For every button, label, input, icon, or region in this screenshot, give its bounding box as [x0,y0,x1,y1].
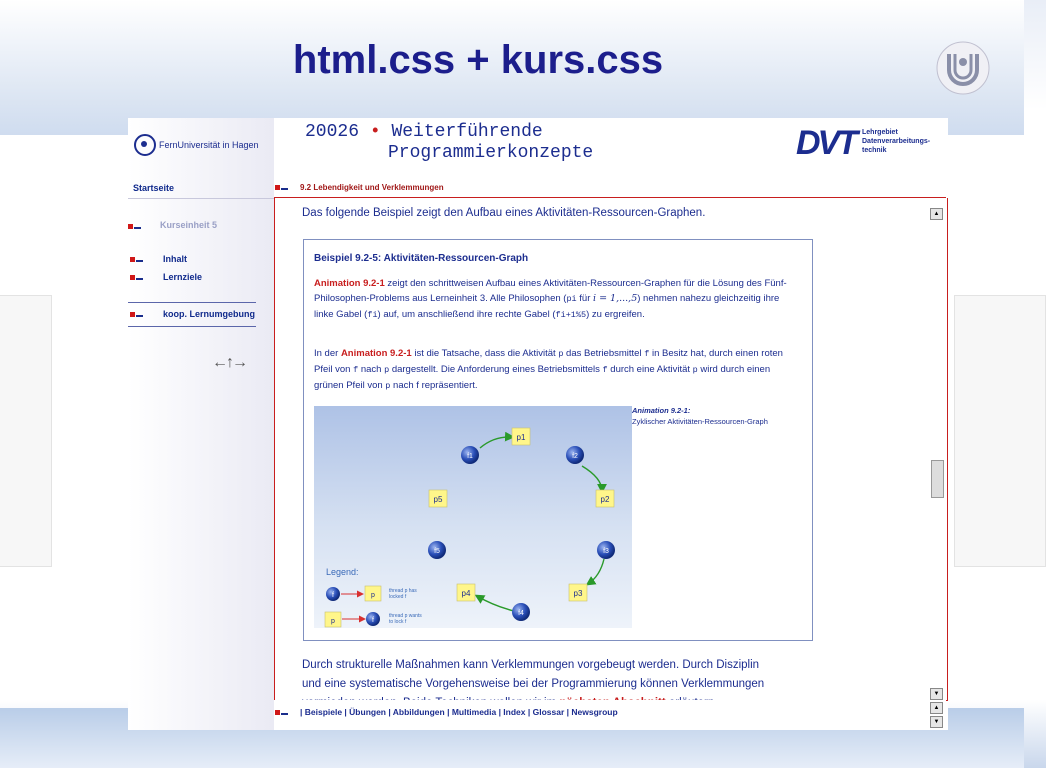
node-label: p1 [516,433,526,442]
node-label: f2 [572,453,578,460]
slide-decoration-right [954,295,1046,567]
code: fi+1%5 [555,310,587,320]
code: p [384,365,390,375]
browser-frame [128,118,948,730]
math: i = 1,...,5 [593,293,638,304]
edge-f1-p1 [480,437,512,448]
fernuni-logo[interactable] [134,134,259,156]
dvt-logo: DVT [796,124,855,162]
sidebar-item-start[interactable]: Startseite [133,183,175,193]
legend-label: f [372,617,374,624]
divider [128,326,256,327]
scroll-up-button[interactable]: ▲ [930,208,943,220]
bullet-icon [130,275,143,280]
fernuni-logo-label: FernUniversität in Hagen [159,140,259,150]
navigation-arrows-icon[interactable]: ←↑→ [212,354,246,371]
divider [128,198,274,199]
animation-panel[interactable] [314,406,632,628]
code: p [385,381,391,391]
sidebar [128,118,274,730]
legend-text: thread p has [389,588,417,594]
animation-caption: Zyklischer Aktivitäten-Ressourcen-Graph [632,417,768,426]
course-title-line2: Programmierkonzepte [388,143,594,163]
node-label: p5 [433,495,443,504]
animation-caption-title: Animation 9.2-1: [632,406,691,415]
dept-line2: Datenverarbeitungs- [862,138,931,145]
node-label: f4 [518,610,524,617]
code: f [644,349,650,359]
scrollbar-thumb[interactable] [931,460,944,498]
code: fi [367,310,378,320]
node-label: p2 [600,495,610,504]
text: durch eine Aktivität [607,364,693,375]
bullet-icon [275,185,288,190]
example-box [303,239,813,641]
node-label: p4 [461,589,471,598]
text: das Betriebsmittel [563,348,645,359]
example-title: Beispiel 9.2-5: Aktivitäten-Ressourcen-Graph [314,253,529,264]
text: nach f repräsentiert. [390,380,478,391]
scroll-down-button[interactable]: ▼ [930,716,943,728]
text: in Besitz hat, durch einen roten Pfeil von [314,348,783,375]
section-title: 9.2 Lebendigkeit und Verklemmungen [300,183,444,192]
animation-link[interactable]: Animation 9.2-1 [314,278,385,289]
bullet-icon [275,710,288,715]
intro-text: Das folgende Beispiel zeigt den Aufbau eines Aktivitäten-Ressourcen-Graphen. [302,207,706,219]
example-paragraph-1 [314,276,798,323]
animation-link[interactable]: Animation 9.2-1 [340,348,412,359]
text: zeigt den schrittweisen Aufbau eines Aktivitäten-Ressourcen-Graphen für die Lösung des Fünf-Philosophen-Problems aus Lerneinheit 3. Alle Philosophen ( [314,278,787,304]
code: pi [566,294,577,304]
text: ) zu ergreifen. [586,309,645,320]
code: f [353,365,359,375]
legend-text: thread p wants [389,613,422,619]
node-label: f5 [434,548,440,555]
text: ist die Tatsache, dass die Aktivität [411,348,559,359]
node-label: p3 [573,589,583,598]
edge-f2-p2 [582,466,602,491]
text: ) nehmen nahezu gleichzeitig ihre linke Gabel ( [314,293,780,320]
sidebar-item-inhalt[interactable]: Inhalt [163,254,187,264]
code: p [558,349,564,359]
fernuni-logo-icon [134,134,156,156]
dept-name [862,128,930,155]
sidebar-item-lernziele[interactable]: Lernziele [163,272,203,282]
scroll-up-button[interactable]: ▲ [930,702,943,714]
course-title-line1: Weiterführende [391,122,543,142]
bullet-icon [128,224,141,229]
sidebar-item-koop[interactable]: koop. Lernumgebung [163,309,255,319]
dept-line3: technik [862,147,887,154]
bullet-icon [130,312,143,317]
text: und eine systematische Vorgehensweise bei der Programmierung können Verklemmungen [302,678,765,690]
legend-title: Legend: [326,567,359,577]
code: p [692,365,698,375]
edge-f4-p4 [477,596,514,611]
legend-label: p [331,618,335,625]
main-content[interactable] [274,198,948,701]
legend-label: f [332,592,334,599]
code: f [602,365,608,375]
sidebar-item-unit[interactable]: Kurseinheit 5 [160,220,218,230]
text: nach [358,364,385,375]
dept-line1: Lehrgebiet [862,129,898,136]
course-title [305,122,593,164]
text: Durch strukturelle Maßnahmen kann Verklemmungen vorgebeugt werden. Durch Disziplin [302,659,760,671]
text: In der [314,348,341,359]
edge-f3-p3 [588,559,604,584]
example-paragraph-2 [314,346,798,394]
text: wird durch einen grünen Pfeil von [314,364,771,391]
slide-title: html.css + kurs.css [292,38,664,82]
legend-label: p [371,592,375,599]
text: für [576,293,594,304]
course-number: 20026 [305,122,360,142]
bullet-dot-icon: • [369,122,381,142]
bottom-nav-links[interactable]: | Beispiele | Übungen | Abbildungen | Multimedia | Index | Glossar | Newsgroup [300,707,618,717]
node-label: f1 [467,453,473,460]
node-label: f3 [603,548,609,555]
bullet-icon [130,257,143,262]
text: dargestellt. Die Anforderung eines Betriebsmittels [389,364,603,375]
bottom-navigation [274,700,946,730]
legend-text: to lock f [389,619,407,625]
scroll-down-button[interactable]: ▼ [930,688,943,700]
university-logo-icon [935,40,991,96]
legend-text: locked f [389,594,407,600]
slide-decoration-left [0,295,52,567]
divider [128,302,256,303]
resource-graph [314,406,632,628]
text: ) auf, um anschließend ihre rechte Gabel ( [377,309,556,320]
